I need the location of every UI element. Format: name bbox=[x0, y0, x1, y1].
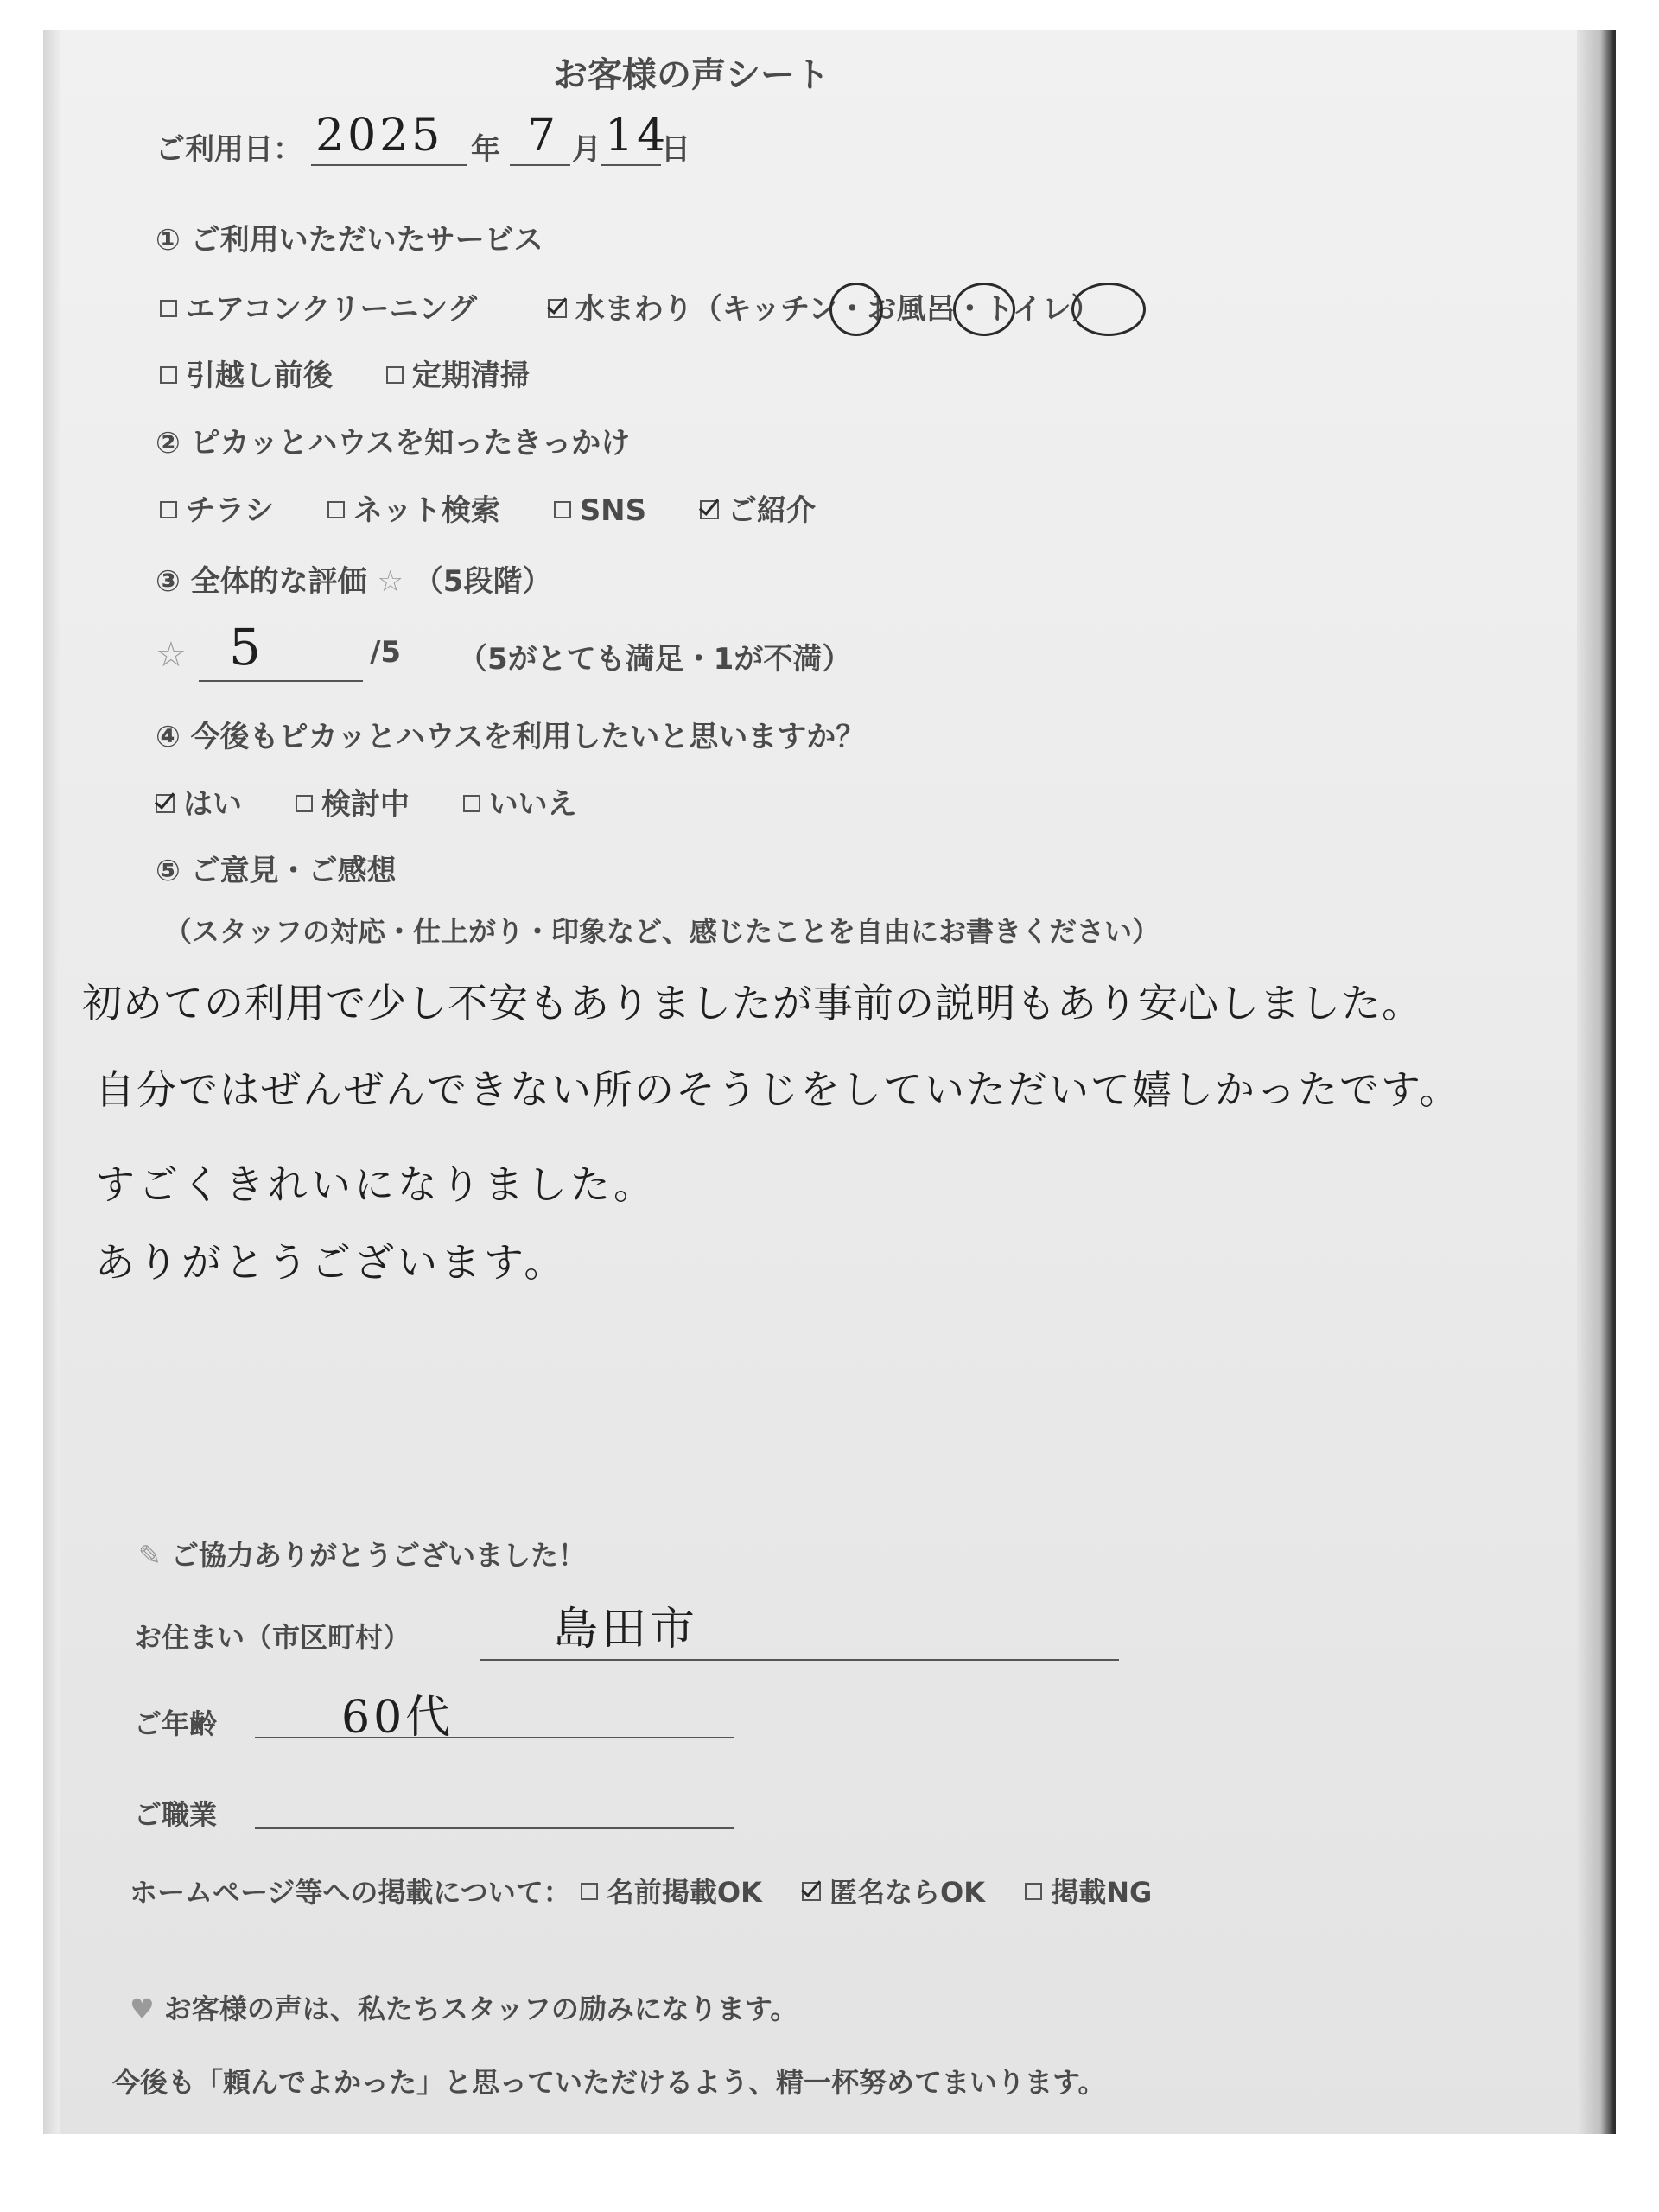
checkbox-icon bbox=[463, 795, 480, 812]
q3-rating-max: /5 bbox=[370, 635, 402, 670]
q5-subheading: （スタッフの対応・仕上がり・印象など、感じたことを自由にお書きください） bbox=[164, 915, 1160, 948]
comment-line-2: 自分ではぜんぜんできない所のそうじをしていただいて嬉しかったです。 bbox=[95, 1066, 1461, 1113]
q2-option-referral[interactable]: ご紹介 bbox=[700, 486, 816, 529]
date-year-unit: 年 bbox=[471, 132, 500, 167]
date-month: 7 bbox=[527, 110, 560, 162]
checkbox-icon bbox=[296, 795, 313, 812]
photo-of-sheet bbox=[43, 30, 1616, 2134]
q3-rating-note: （5がとても満足・1が不満） bbox=[458, 642, 852, 677]
publish-row bbox=[130, 1871, 1195, 1910]
thanks-row bbox=[138, 1534, 586, 1573]
date-month-underline bbox=[510, 164, 570, 166]
q3-rating-underline bbox=[199, 680, 363, 682]
q1-option-aircon[interactable]: エアコンクリーニング bbox=[160, 285, 477, 327]
page-edge-shadow-left bbox=[43, 30, 60, 2134]
checkbox-icon bbox=[160, 300, 177, 317]
page-edge-shadow-right bbox=[1577, 30, 1616, 2134]
q2-option-flyer[interactable]: チラシ bbox=[160, 486, 274, 529]
q1-heading: ① ご利用いただいたサービス bbox=[156, 223, 543, 257]
q1-option-regular[interactable]: 定期清掃 bbox=[386, 352, 530, 394]
checkbox-icon bbox=[327, 501, 345, 518]
q5-heading: ⑤ ご意見・ご感想 bbox=[156, 854, 397, 888]
q3-heading-row bbox=[156, 557, 551, 600]
q2-heading: ② ピカッとハウスを知ったきっかけ bbox=[156, 426, 631, 461]
thanks-message: ご協力ありがとうございました！ bbox=[170, 1539, 586, 1572]
hand-circle-toilet bbox=[1071, 283, 1146, 336]
date-month-unit: 月 bbox=[572, 132, 601, 167]
checked-checkbox-icon bbox=[156, 794, 175, 813]
date-year-underline bbox=[311, 164, 467, 166]
q2-option-web-search[interactable]: ネット検索 bbox=[327, 486, 500, 529]
q1-row-2 bbox=[160, 352, 573, 394]
checkbox-icon bbox=[581, 1883, 598, 1900]
leaf-icon: ✎ bbox=[138, 1539, 162, 1572]
checked-checkbox-icon bbox=[802, 1882, 821, 1901]
q2-option-sns[interactable]: SNS bbox=[554, 493, 646, 528]
date-day-underline bbox=[601, 164, 661, 166]
publish-option-ng[interactable]: 掲載NG bbox=[1025, 1871, 1152, 1910]
q3-heading: ③ 全体的な評価 bbox=[156, 564, 367, 599]
publish-option-anonymous[interactable]: 匿名ならOK bbox=[802, 1871, 985, 1910]
comment-line-4: ありがとうございます。 bbox=[95, 1239, 568, 1286]
residence-label: お住まい（市区町村） bbox=[134, 1621, 411, 1654]
job-underline bbox=[255, 1827, 734, 1829]
residence-underline bbox=[480, 1659, 1119, 1661]
checked-checkbox-icon bbox=[700, 500, 719, 519]
checkbox-icon bbox=[1025, 1883, 1042, 1900]
q1-option-water[interactable]: 水まわり（キッチン・お風呂・トイレ） bbox=[548, 285, 1101, 327]
q1-option-moving[interactable]: 引越し前後 bbox=[160, 352, 333, 394]
publish-label: ホームページ等への掲載について： bbox=[130, 1876, 571, 1909]
q4-option-yes[interactable]: はい bbox=[156, 780, 242, 823]
checkbox-icon bbox=[160, 501, 177, 518]
hand-circle-kitchen bbox=[830, 283, 883, 336]
age-value[interactable]: 60代 bbox=[341, 1692, 454, 1744]
date-label: ご利用日： bbox=[156, 132, 302, 167]
q4-options bbox=[156, 780, 620, 823]
checked-checkbox-icon bbox=[548, 299, 567, 318]
publish-option-name[interactable]: 名前掲載OK bbox=[581, 1871, 762, 1910]
residence-value[interactable]: 島田市 bbox=[553, 1604, 699, 1656]
checkbox-icon bbox=[386, 366, 404, 384]
message-1: お客様の声は、私たちスタッフの励みになります。 bbox=[163, 1993, 798, 2025]
comment-line-1: 初めての利用で少し不安もありましたが事前の説明もあり安心しました。 bbox=[82, 980, 1422, 1027]
comment-line-3: すごくきれいになりました。 bbox=[95, 1161, 657, 1208]
checkbox-icon bbox=[160, 366, 177, 384]
age-underline bbox=[255, 1737, 734, 1738]
star-icon: ☆ bbox=[377, 564, 404, 599]
age-label: ご年齢 bbox=[134, 1707, 218, 1740]
message-row-1 bbox=[130, 1987, 798, 2027]
job-label: ご職業 bbox=[134, 1798, 218, 1831]
checkbox-icon bbox=[554, 501, 571, 518]
q4-option-no[interactable]: いいえ bbox=[463, 780, 577, 823]
page-title: お客様の声シート bbox=[553, 55, 830, 95]
date-day: 14 bbox=[605, 110, 670, 162]
date-year: 2025 bbox=[315, 110, 444, 162]
heart-icon: ♥ bbox=[130, 1993, 155, 2025]
q3-heading-suffix: （5段階） bbox=[413, 564, 552, 599]
q2-options bbox=[160, 486, 859, 529]
hand-circle-bath bbox=[953, 283, 1015, 336]
q3-rating-value: 5 bbox=[229, 618, 264, 677]
message-2: 今後も「頼んでよかった」と思っていただけるよう、精一杯努めてまいります。 bbox=[112, 2066, 1106, 2099]
date-day-unit: 日 bbox=[661, 132, 690, 167]
rating-star-icon: ☆ bbox=[156, 635, 187, 675]
q4-option-considering[interactable]: 検討中 bbox=[296, 780, 410, 823]
q4-heading: ④ 今後もピカッとハウスを利用したいと思いますか？ bbox=[156, 720, 866, 754]
